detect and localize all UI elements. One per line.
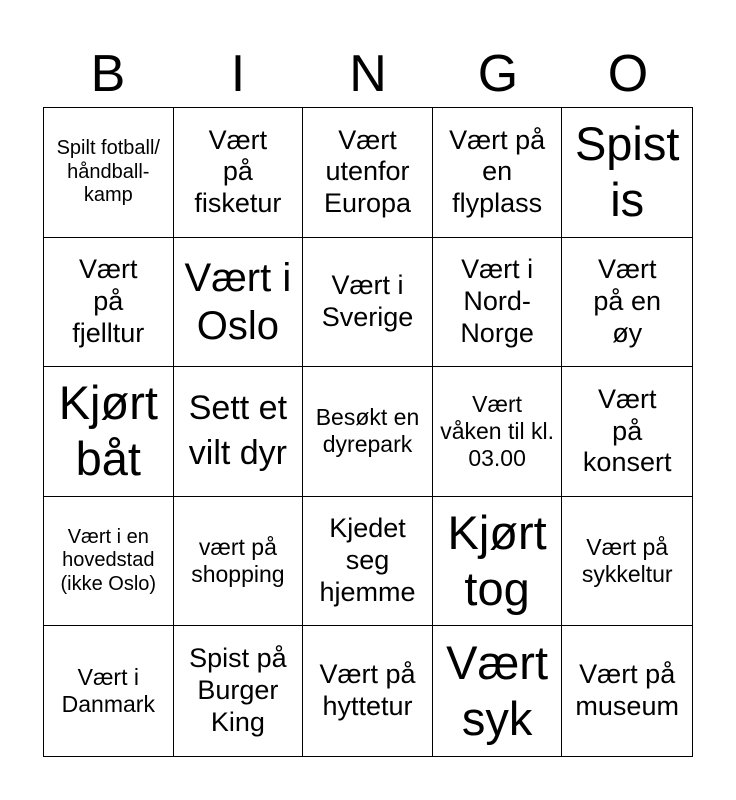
header-letter-n: N <box>349 45 387 103</box>
header-letter-i: I <box>230 45 246 103</box>
bingo-cell-g4[interactable]: Kjørt tog <box>433 497 563 627</box>
bingo-cell-i2[interactable]: Vært i Oslo <box>174 238 304 368</box>
bingo-cell-g3[interactable]: Vært våken til kl. 03.00 <box>433 367 563 497</box>
header-letter-g: G <box>477 45 519 103</box>
bingo-cell-n4[interactable]: Kjedet seg hjemme <box>303 497 433 627</box>
bingo-cell-b2[interactable]: Vært på fjelltur <box>44 238 174 368</box>
bingo-cell-n5[interactable]: Vært på hyttetur <box>303 626 433 756</box>
header-letter-b: B <box>90 45 126 103</box>
bingo-cell-b5[interactable]: Vært i Danmark <box>44 626 174 756</box>
bingo-cell-g5[interactable]: Vært syk <box>433 626 563 756</box>
bingo-cell-n3[interactable]: Besøkt en dyrepark <box>303 367 433 497</box>
bingo-cell-b3[interactable]: Kjørt båt <box>44 367 174 497</box>
bingo-cell-i1[interactable]: Vært på fisketur <box>174 108 304 238</box>
bingo-cell-o4[interactable]: Vært på sykkeltur <box>562 497 692 627</box>
bingo-cell-g2[interactable]: Vært i Nord-Norge <box>433 238 563 368</box>
bingo-cell-b1[interactable]: Spilt fotball/ håndball-kamp <box>44 108 174 238</box>
bingo-cell-o1[interactable]: Spist is <box>562 108 692 238</box>
bingo-cell-n1[interactable]: Vært utenfor Europa <box>303 108 433 238</box>
bingo-cell-i3[interactable]: Sett et vilt dyr <box>174 367 304 497</box>
bingo-cell-b4[interactable]: Vært i en hovedstad (ikke Oslo) <box>44 497 174 627</box>
bingo-cell-i4[interactable]: vært på shopping <box>174 497 304 627</box>
bingo-cell-g1[interactable]: Vært på en flyplass <box>433 108 563 238</box>
bingo-cell-o2[interactable]: Vært på en øy <box>562 238 692 368</box>
bingo-cell-o3[interactable]: Vært på konsert <box>562 367 692 497</box>
bingo-board <box>43 107 693 757</box>
bingo-cell-o5[interactable]: Vært på museum <box>575 659 679 722</box>
bingo-cell-i5[interactable]: Spist på Burger King <box>174 626 304 756</box>
bingo-cell-n2[interactable]: Vært i Sverige <box>303 238 433 368</box>
bingo-header <box>43 42 693 106</box>
header-letter-o: O <box>607 45 649 103</box>
